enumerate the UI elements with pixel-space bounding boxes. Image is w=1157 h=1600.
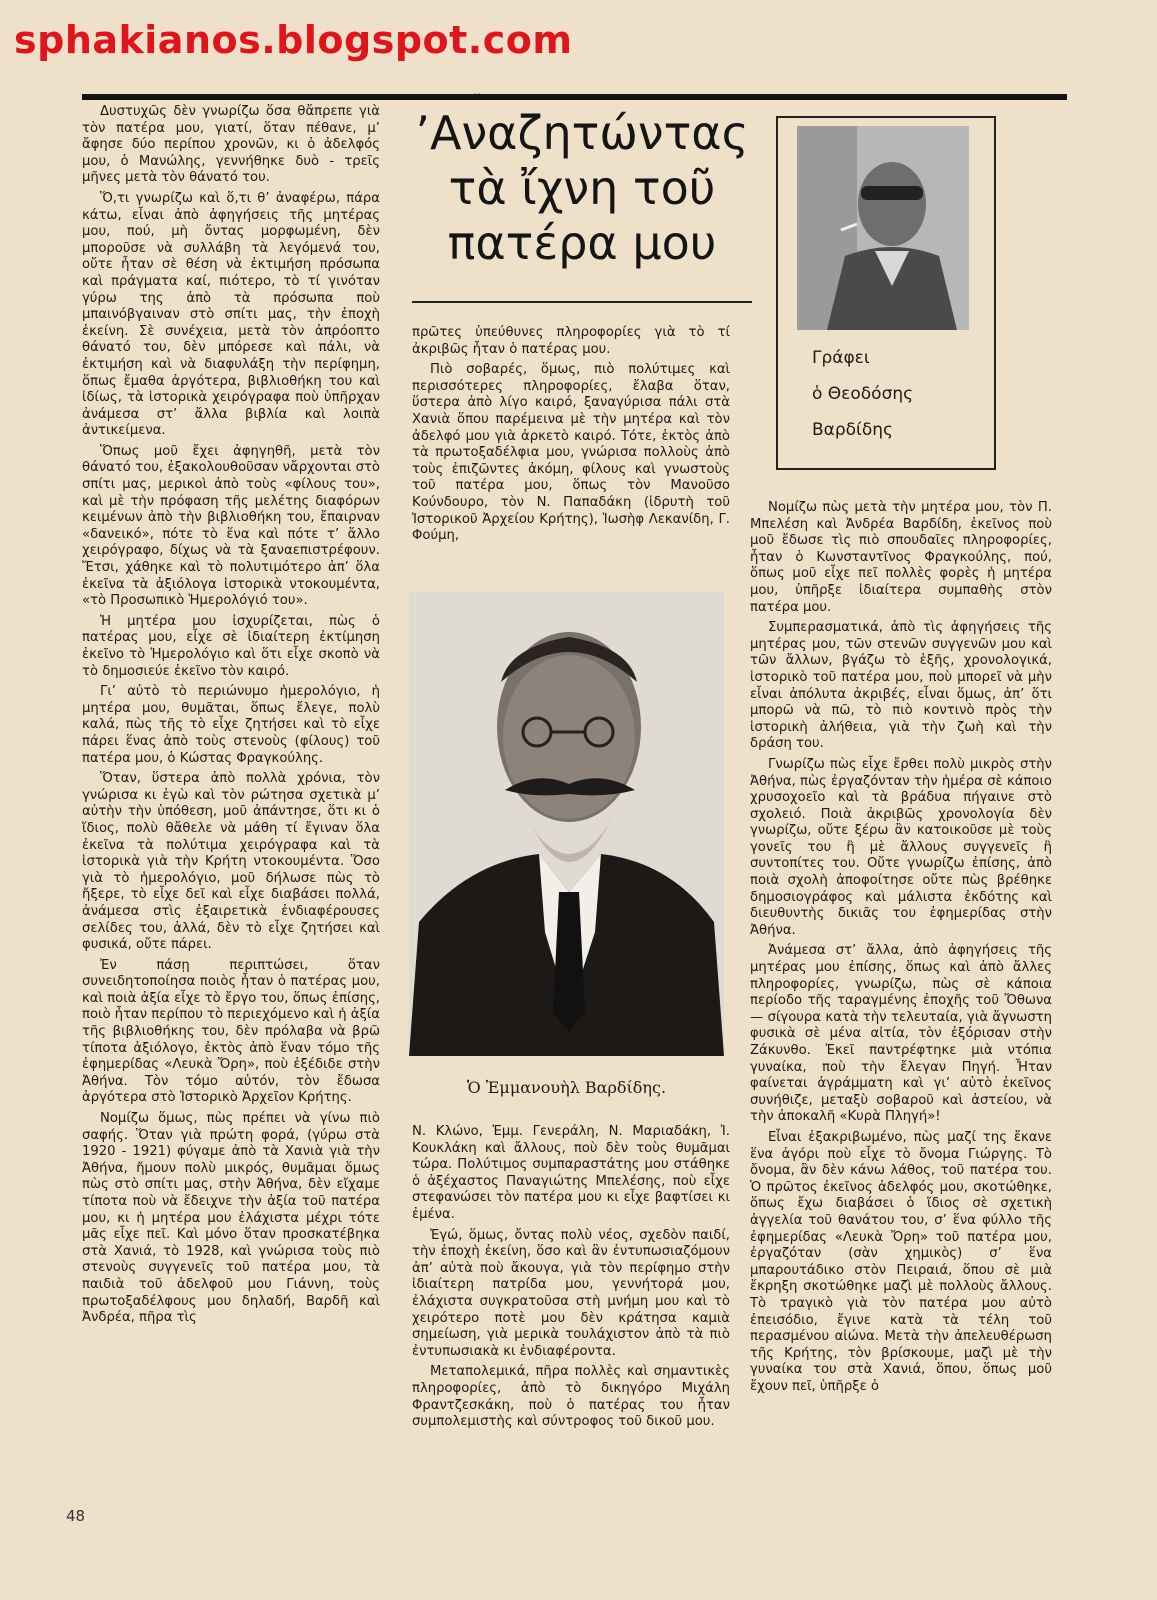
article-column-2-top — [412, 325, 730, 585]
byline-author-prefix: ὁ Θεοδόσης — [812, 384, 914, 404]
paragraph: Δυστυχῶς δὲν γνωρίζω ὅσα θἄπρεπε γιὰ τὸν πατέρα μου, γιατί, ὅταν πέθανε, μ’ ἄφησε δύο περίπου χρονῶν, κι ὁ ἀδελφός μου, ὁ Μανώλης, γεννήθηκε δυὸ - τρεῖς μῆνες μετὰ τὸν θάνατό του. — [82, 104, 380, 186]
article-headline — [412, 106, 752, 271]
headline-line: τὰ ἴχνη τοῦ — [448, 161, 716, 215]
paragraph: Ἐγώ, ὅμως, ὄντας πολὺ νέος, σχεδὸν παιδί, τὴν ἐποχὴ ἐκείνη, ὅσο καὶ ἂν ἐντυπωσιαζόμουν ἀπ’ αὐτὰ ποὺ ἄκουγα, γιὰ τὸν περίφημο στὴν ἰδιαίτερη πατρίδα μου, γεννήτορά μου, ἐλάχιστα συγκρατοῦσα στὴ μνήμη μου καὶ τὸ χειρότερο ποτὲ μου δὲν κράτησα καμιὰ σημείωση, γιὰ μερικὰ τουλάχιστον ἀπὸ τὰ πιὸ ἐντυπωσιακὰ κι ἐνδιαφέροντα. — [412, 1227, 730, 1359]
paragraph: Γι’ αὐτὸ τὸ περιώνυμο ἡμερολόγιο, ἡ μητέρα μου, θυμᾶται, ὅπως ἔλεγε, πολὺ καλά, πὼς τῆς τὸ εἶχε ζητήσει καὶ τὸ εἶχε πάρει ἕνας ἀπὸ τοὺς στενοὺς (φίλους) τοῦ πατέρα μου, ὁ Κώστας Φραγκούλης. — [82, 684, 380, 766]
rule-ornament: ❧ — [473, 89, 485, 105]
byline-label: Γράφει — [812, 348, 870, 368]
author-photo-image — [797, 126, 969, 330]
article-column-2-bottom — [412, 1124, 730, 1514]
author-photo — [797, 126, 969, 330]
portrait-image — [409, 592, 724, 1056]
paragraph: Ν. Κλώνο, Ἐμμ. Γενεράλη, Ν. Μαριαδάκη, Ἰ. Κουκλάκη καὶ ἄλλους, ποὺ δὲν τοὺς θυμᾶμαι τώρα. Πολύτιμος συμπαραστάτης μου στάθηκε ὁ ἀξέχαστος Παναγιώτης Μπελέσης, ποὺ εἶχε στεφανώσει τὸν πατέρα μου κι εἶχε βαφτίσει κι ἐμένα. — [412, 1124, 730, 1222]
paragraph: Ἀνάμεσα στ’ ἄλλα, ἀπὸ ἀφηγήσεις τῆς μητέρας μου ἐπίσης, ὅπως καὶ ἀπὸ ἄλλες πληροφορίες, γνωρίζω, πὼς σὲ κάποια περίοδο τῆς ταραγμένης ἐποχῆς τοῦ Ὄθωνα — σίγουρα κατὰ τὴν τελευταία, γιὰ ἄγνωστη φυσικὰ σὲ μένα αἰτία, τὸν ἐξόρισαν στὴν Ζάκυνθο. Ἐκεῖ παντρέφτηκε μιὰ ντόπια γυναίκα, ποὺ τὴν ἔλεγαν Πηγή. Ἦταν φαίνεται ἀγράμματη καὶ γι’ αὐτὸ ἐκεῖνος συνήθιζε, μεταξὺ σοβαροῦ καὶ ἀστείου, νὰ τὴν ἀποκαλῆ «Κυρὰ Πληγή»! — [750, 943, 1052, 1125]
paragraph: Μεταπολεμικά, πῆρα πολλὲς καὶ σημαντικὲς πληροφορίες, ἀπὸ τὸ δικηγόρο Μιχάλη Φραντζεσκάκη, ποὺ ὁ πατέρας του ἦταν συμπολεμιστὴς καὶ σύντροφος τοῦ δικοῦ μου. — [412, 1364, 730, 1430]
paragraph: Νομίζω πὼς μετὰ τὴν μητέρα μου, τὸν Π. Μπελέση καὶ Ἀνδρέα Βαρδίδη, ἐκεῖνος ποὺ μοῦ ἔδωσε τὶς πιὸ σπουδαῖες πληροφορίες, ἦταν ὁ Κωνσταντῖνος Φραγκούλης, πού, ὅπως μοῦ εἶχε πεῖ πολλὲς φορὲς ἡ μητέρα μου, ὑπῆρξε ἰδιαίτερα συμπαθὴς στὸν πατέρα μου. — [750, 500, 1052, 615]
paragraph: Πιὸ σοβαρές, ὅμως, πιὸ πολύτιμες καὶ περισσότερες πληροφορίες, ἔλαβα ὅταν, ὕστερα ἀπὸ λίγο καιρό, ξαναγύρισα πάλι στὰ Χανιὰ ὅπου παρέμεινα μὲ τὴν μητέρα καὶ τὸν ἀδελφό μου γιὰ ἀρκετὸ καιρό. Τότε, ἐκτὸς ἀπὸ τὰ πρωτοξαδέλφια μου, γνώρισα πολλοὺς ἀπὸ τοὺς ἐπιζῶντες ἀκόμη, φίλους καὶ γνωστοὺς τοῦ πατέρα μου, ὅπως τὸν Μανοῦσο Κούνδουρο, τὸν Ν. Παπαδάκη (ἱδρυτὴ τοῦ Ἱστορικοῦ Ἀρχείου Κρήτης), Ἰωσὴφ Λεκανίδη, Γ. Φούμη, — [412, 362, 730, 544]
paragraph: Εἶναι ἐξακριβωμένο, πὼς μαζί της ἔκανε ἕνα ἀγόρι ποὺ εἶχε τὸ ὄνομα Γιώργης. Τὸ ὄνομα, ἂν δὲν κάνω λάθος, τοῦ πατέρα του. Ὁ πρῶτος ἐκεῖνος ἀδελφός μου, σκοτώθηκε, ὅπως ἔχω διαβάσει ὁ ἴδιος σὲ σχετικὴ ἀγγελία τοῦ θανάτου του, σ’ ἕνα φύλλο τῆς ἐφημερίδας «Λευκὰ Ὄρη» τοῦ πατέρα μου, ἐργαζόταν (σὰν χημικὸς) σ’ ἕνα μπαρουτάδικο στὸν Πειραιά, ὅπου σὲ μιὰ ἔκρηξη σκοτώθηκε μαζὶ μὲ πολλοὺς ἄλλους. Τὸ τραγικὸ γιὰ τὸν πατέρα μου αὐτὸ ἐπεισόδιο, ἔγινε κατὰ τὰ τέλη τοῦ περασμένου αἰώνα. Μετὰ τὴν ἀπελευθέρωση τῆς Κρήτης, τὸν βρίσκουμε, μαζὶ μὲ τὴν γυναίκα του στὰ Χανιά, ὅπου, ὅπως μοῦ ἔχουν πεῖ, ὑπῆρξε ὁ — [750, 1129, 1052, 1394]
headline-line: ’Αναζητώντας — [415, 106, 749, 160]
paragraph: Συμπερασματικά, ἀπὸ τὶς ἀφηγήσεις τῆς μητέρας μου, τῶν στενῶν συγγενῶν μου καὶ τῶν ἄλλων, βγάζω τὸ ἑξῆς, χρονολογικά, ἱστορικὸ τοῦ πατέρα μου, ποὺ μπορεῖ νὰ μὴν εἶναι ἀπόλυτα ἀκριβές, εἶναι ὅμως, ἀπ’ ὅτι μπορῶ νὰ πῶ, τὸ πιὸ κοντινὸ πρὸς τὴν ἱστορικὴ ἀλήθεια, γιὰ τὴν ζωὴ καὶ τὴν δράση του. — [750, 620, 1052, 752]
headline-line: πατέρα μου — [447, 216, 717, 270]
article-column-3 — [750, 500, 1052, 1514]
paragraph: Ἡ μητέρα μου ἰσχυρίζεται, πὼς ὁ πατέρας μου, εἶχε σὲ ἰδιαίτερη ἐκτίμηση ἐκεῖνο τὸ Ἡμερολόγιο καὶ ὅτι εἶχε σκοπὸ νὰ τὸ δημοσιεύε ἐκεῖνο τὸν καιρό. — [82, 613, 380, 679]
paragraph: πρῶτες ὑπεύθυνες πληροφορίες γιὰ τὸ τί ἀκριβῶς ἦταν ὁ πατέρας μου. — [412, 325, 730, 357]
paragraph: Ὅπως μοῦ ἔχει ἀφηγηθῆ, μετὰ τὸν θάνατό του, ἐξακολουθοῦσαν νἄρχονται στὸ σπίτι μας, μερικοὶ ἀπὸ τοὺς «φίλους του», καὶ μὲ τὴν πρόφαση τῆς μελέτης διαφόρων κειμένων ἀπὸ τὴν βιβλιοθήκη του, ἔπαιρναν «δανεικό», πότε τὸ ἕνα καὶ πότε τ’ ἄλλο χειρόγραφο, δίχως νὰ τὰ ξαναεπιστρέφουν. Ἔτσι, χάθηκε καὶ τὸ πολυτιμότερο ἀπ’ ὅλα ἐκεῖνα τὰ ἀξιόλογα ἱστορικὰ ντοκουμέντα, «τὸ Προσωπικὸ Ἡμερολόγιό του». — [82, 443, 380, 609]
paragraph: Ἐν πάσῃ περιπτώσει, ὅταν συνειδητοποίησα ποιὸς ἦταν ὁ πατέρας μου, καὶ ποιὰ ἀξία εἶχε τὸ ἔργο του, ὅπως ἐπίσης, ποιὸ ἦταν περίπου τὸ περιεχόμενο καὶ ἡ ἀξία τῆς βιβλιοθήκης του, δὲν πρόλαβα νὰ βρῶ τίποτα ἀξιόλογο, ἐκτὸς ἀπὸ ἕναν τόμο τῆς ἐφημερίδας «Λευκὰ Ὄρη», ποὺ ἐξέδιδε στὴν Ἀθήνα. Τὸν τόμο αὐτόν, τὸν ἔδωσα ἀργότερα στὸ Ἱστορικὸ Ἀρχεῖον Κρήτης. — [82, 957, 380, 1106]
paragraph: Γνωρίζω πὼς εἶχε ἔρθει πολὺ μικρὸς στὴν Ἀθήνα, πὼς ἐργαζόνταν τὴν ἡμέρα σὲ κάποιο χρυσοχοεῖο καὶ τὰ βράδυα πήγαινε στὸ σχολειό. Ποιὰ ἀκριβῶς χρονολογία δὲν γνωρίζω, οὔτε ξέρω ἂν κατοικοῦσε μὲ τοὺς γονεῖς του ἢ μὲ ἄλλους συγγενεῖς ἢ συντοπίτες του. Οὔτε γνωρίζω ἐπίσης, ἀπὸ ποιὰ σχολὴ ἀποφοίτησε οὔτε πὼς βρέθηκε δημοσιογράφος καὶ μάλιστα ἐκδότης καὶ διευθυντὴς δικιᾶς του ἐφημερίδας στὴν Ἀθήνα. — [750, 756, 1052, 938]
paragraph: Ὅ,τι γνωρίζω καὶ ὅ,τι θ’ ἀναφέρω, πάρα κάτω, εἶναι ἀπὸ ἀφηγήσεις τῆς μητέρας μου, πού, μὴ ὄντας μορφωμένη, δὲν μποροῦσε νὰ συλλάβη τὰ λεγόμενά του, οὔτε ἦταν σὲ θέση νὰ ἐκτιμήση πρόσωπα καὶ πράγματα καί, πιότερο, τὸ τί γινόταν γύρω της ἀπὸ τὰ πρόσωπα ποὺ μπαινόβγαιναν στὸ σπίτι μας, τὴν ἐποχὴ ἐκείνη. Σὲ συνέχεια, μετὰ τὸν ἀπρόοπτο θάνατό του, δὲν μπόρεσε καὶ πάλι, νὰ ἐκτιμήση καὶ νὰ διαφυλάξη τὴν περίφημη, ὅπως ἔμαθα ἀργότερα, βιβλιοθήκη του καὶ ἰδίως, τὰ ἱστορικὰ χειρόγραφα ποὺ ὑπῆρχαν ἀνάμεσα στ’ ἄλλα βιβλία καὶ λοιπὰ ἀντικείμενα. — [82, 190, 380, 439]
portrait-photo — [409, 592, 724, 1056]
blog-watermark: sphakianos.blogspot.com — [14, 18, 573, 62]
headline-rule — [412, 301, 752, 303]
page-number: 48 — [66, 1507, 86, 1525]
article-column-1 — [82, 104, 380, 1514]
top-rule — [82, 94, 1067, 100]
paragraph: Ὅταν, ὕστερα ἀπὸ πολλὰ χρόνια, τὸν γνώρισα κι ἐγὼ καὶ τὸν ρώτησα σχετικὰ μ’ αὐτὴν τὴν ὑπόθεση, μοῦ ἀπάντησε, ὅτι κι ὁ ἴδιος, πολὺ θἄθελε νὰ μάθη τί ἔγιναν ὅλα ἐκεῖνα τὰ πολύτιμα χειρόγραφα καὶ τὰ ἱστορικὰ γιὰ τὴν Κρήτη ντοκουμέντα. Ὅσο γιὰ τὸ ἡμερολόγιο, μοῦ δήλωσε πὼς τὸ ἤξερε, τὸ εἶχε δεῖ καὶ εἶχε διαβάσει πολλά, ἀνάμεσα στὶς ἐξαιρετικὰ ἐνδιαφέρουσες σελίδες του, ἀλλά, δὲν τὸ εἶχε ζητήσει καὶ φυσικά, οὔτε πάρει. — [82, 771, 380, 953]
paragraph: Νομίζω ὅμως, πὼς πρέπει νὰ γίνω πιὸ σαφής. Ὅταν γιὰ πρώτη φορά, (γύρω στὰ 1920 - 1921) φύγαμε ἀπὸ τὰ Χανιὰ γιὰ τὴν Ἀθήνα, ἤμουν πολὺ μικρός, θυμᾶμαι ὅμως πὼς στὸ σπίτι μας, στὴν Ἀθήνα, δὲν εἴχαμε τίποτα ποὺ νὰ ἔδειχνε τὴν ἀξία τοῦ πατέρα μου, κι ἡ μητέρα μου ἐλάχιστα μέχρι τότε μᾶς εἶχε πεῖ. Καὶ μόνο ὅταν προσκατέβηκα στὰ Χανιά, τὸ 1928, καὶ γνώρισα τοὺς πιὸ στενοὺς συγγενεῖς τοῦ πατέρα μου, τὰ παιδιὰ τοῦ ἀδελφοῦ μου Γιάννη, τοὺς πρωτοξαδέλφους μου δηλαδή, Βαρδῆ καὶ Ἀνδρέα, πῆρα τὶς — [82, 1111, 380, 1326]
byline-author-name: Βαρδίδης — [812, 420, 893, 440]
byline — [812, 340, 982, 448]
portrait-caption: Ὁ Ἐμμανουὴλ Βαρδίδης. — [466, 1078, 667, 1097]
